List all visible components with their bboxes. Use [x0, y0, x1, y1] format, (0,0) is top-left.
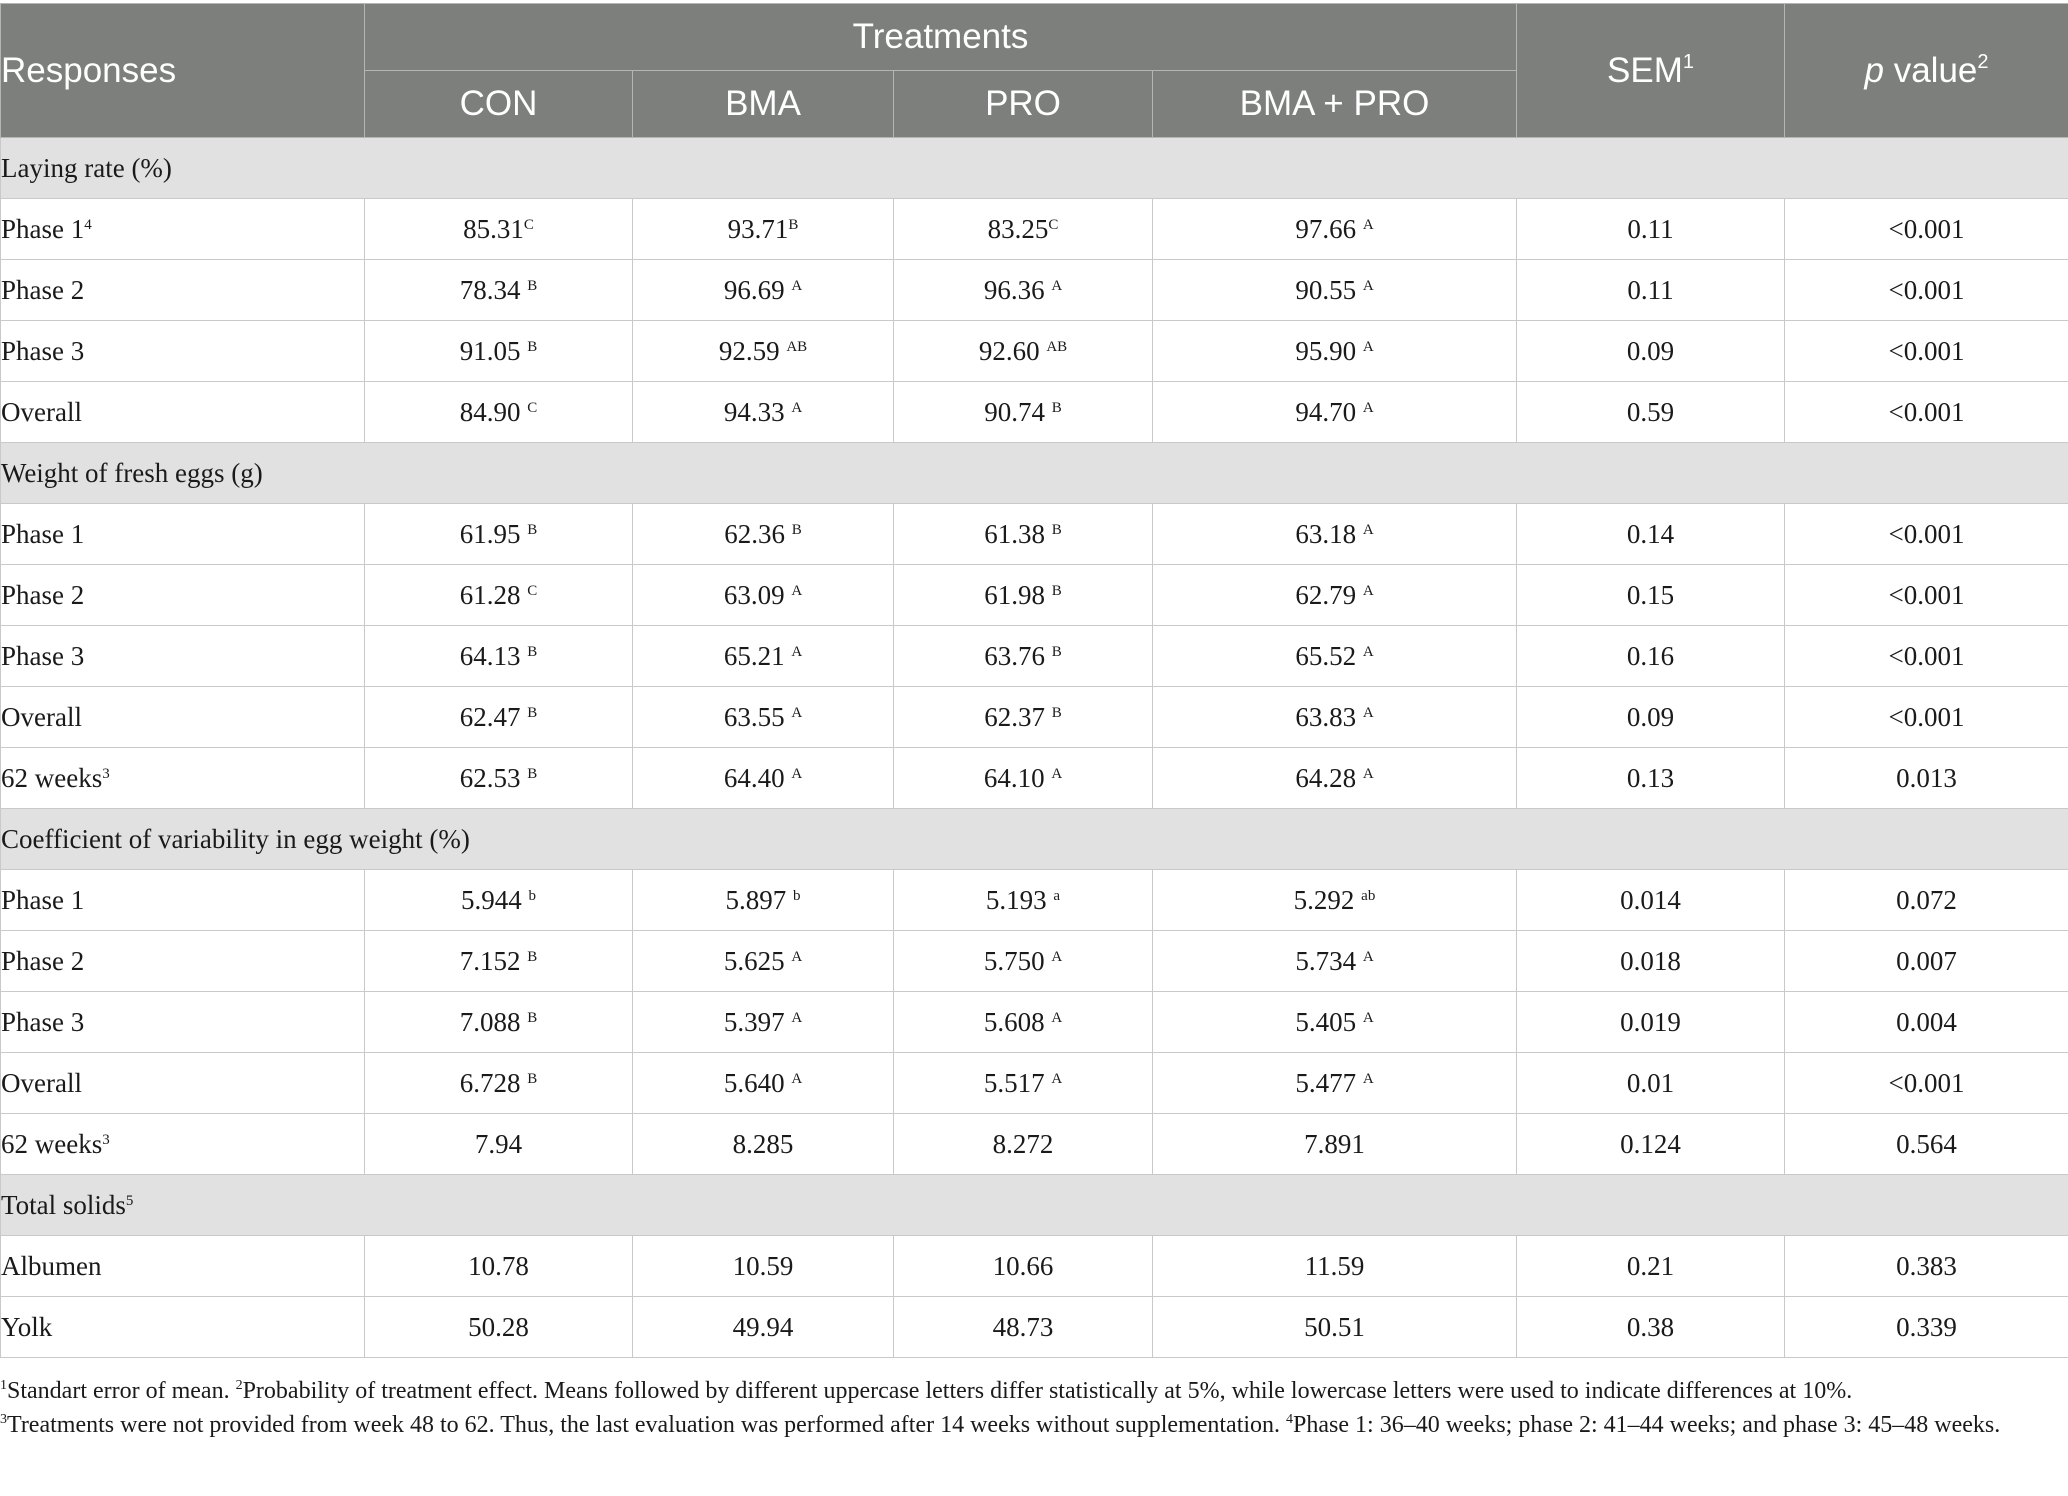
header-responses: Responses: [1, 4, 365, 138]
value-cell: 61.98 $^B$: [894, 565, 1153, 626]
value-cell: 6.728 $^B$: [365, 1053, 633, 1114]
p-value-cell: 0.564: [1785, 1114, 2068, 1175]
value-cell: 64.40 $^A$: [633, 748, 894, 809]
value-cell: 65.52 $^A$: [1153, 626, 1517, 687]
value-cell: 62.47 $^B$: [365, 687, 633, 748]
value-cell: 61.28 $^C$: [365, 565, 633, 626]
value-cell: 5.608 $^A$: [894, 992, 1153, 1053]
header-bma-pro: BMA + PRO: [1153, 71, 1517, 138]
value-cell: 94.70 $^A$: [1153, 382, 1517, 443]
value-cell: 5.405 $^A$: [1153, 992, 1517, 1053]
value-cell: 7.94: [365, 1114, 633, 1175]
row-label: 62 weeks$^3$: [1, 748, 365, 809]
value-cell: 90.74 $^B$: [894, 382, 1153, 443]
value-cell: 90.55 $^A$: [1153, 260, 1517, 321]
value-cell: 92.59 $^{AB}$: [633, 321, 894, 382]
row-label: Yolk: [1, 1297, 365, 1358]
value-cell: 84.90 $^C$: [365, 382, 633, 443]
value-cell: 50.28: [365, 1297, 633, 1358]
table-row: [1, 1297, 2068, 1358]
value-cell: 78.34 $^B$: [365, 260, 633, 321]
section-title: Laying rate (%): [1, 138, 2068, 199]
table-row: [1, 931, 2068, 992]
value-cell: 91.05 $^B$: [365, 321, 633, 382]
row-label: Phase 1: [1, 504, 365, 565]
value-cell: 49.94: [633, 1297, 894, 1358]
value-cell: 96.69 $^A$: [633, 260, 894, 321]
row-label: Phase 3: [1, 626, 365, 687]
value-cell: 63.55 $^A$: [633, 687, 894, 748]
value-cell: 5.193 $^a$: [894, 870, 1153, 931]
table-row: [1, 321, 2068, 382]
section-row: [1, 809, 2068, 870]
value-cell: 10.66: [894, 1236, 1153, 1297]
value-cell: 63.09 $^A$: [633, 565, 894, 626]
p-value-cell: <0.001: [1785, 504, 2068, 565]
value-cell: 64.13 $^B$: [365, 626, 633, 687]
p-value-cell: 0.004: [1785, 992, 2068, 1053]
footnote-line-2: $^3$Treatments were not provided from week 48 to 62. Thus, the last evaluation was performed after 14 weeks without supplementation. $^4$Phase 1: 36–40 weeks; phase 2: 41–44 weeks; and phase 3: 45–48 weeks.: [0, 1412, 2001, 1438]
table-row: [1, 748, 2068, 809]
header-pro: PRO: [894, 71, 1153, 138]
section-row: [1, 1175, 2068, 1236]
p-value-cell: <0.001: [1785, 260, 2068, 321]
value-cell: 5.292 $^{ab}$: [1153, 870, 1517, 931]
row-label: 62 weeks$^3$: [1, 1114, 365, 1175]
sem-cell: 0.14: [1517, 504, 1785, 565]
header-sem: SEM$^1$: [1517, 4, 1785, 138]
value-cell: 5.397 $^A$: [633, 992, 894, 1053]
sem-cell: 0.16: [1517, 626, 1785, 687]
p-value-cell: <0.001: [1785, 565, 2068, 626]
table-row: [1, 504, 2068, 565]
results-table: [0, 3, 2068, 1358]
p-value-cell: <0.001: [1785, 1053, 2068, 1114]
p-value-cell: 0.072: [1785, 870, 2068, 931]
p-value-cell: <0.001: [1785, 687, 2068, 748]
value-cell: 63.18 $^A$: [1153, 504, 1517, 565]
value-cell: 92.60 $^{AB}$: [894, 321, 1153, 382]
p-value-cell: <0.001: [1785, 199, 2068, 260]
table-row: [1, 992, 2068, 1053]
value-cell: 62.36 $^B$: [633, 504, 894, 565]
value-cell: 65.21 $^A$: [633, 626, 894, 687]
value-cell: 64.28 $^A$: [1153, 748, 1517, 809]
sem-cell: 0.15: [1517, 565, 1785, 626]
sem-cell: 0.21: [1517, 1236, 1785, 1297]
value-cell: 10.59: [633, 1236, 894, 1297]
value-cell: 5.477 $^A$: [1153, 1053, 1517, 1114]
footnotes: [0, 1374, 2068, 1442]
p-value-cell: <0.001: [1785, 626, 2068, 687]
row-label: Overall: [1, 382, 365, 443]
section-title: Weight of fresh eggs (g): [1, 443, 2068, 504]
value-cell: $85.31^C$: [365, 199, 633, 260]
row-label: Albumen: [1, 1236, 365, 1297]
footnote-line-1: $^1$Standart error of mean. $^2$Probability of treatment effect. Means followed by different uppercase letters differ statistically at 5%, while lowercase letters were used to indicate differences at 10%.: [0, 1378, 1853, 1404]
value-cell: 97.66 $^A$: [1153, 199, 1517, 260]
value-cell: 63.76 $^B$: [894, 626, 1153, 687]
value-cell: 62.79 $^A$: [1153, 565, 1517, 626]
value-cell: 96.36 $^A$: [894, 260, 1153, 321]
section-title: Total solids$^5$: [1, 1175, 2068, 1236]
table-row: [1, 1236, 2068, 1297]
value-cell: 95.90 $^A$: [1153, 321, 1517, 382]
value-cell: 50.51: [1153, 1297, 1517, 1358]
row-label: Phase $1^4$: [1, 199, 365, 260]
value-cell: $93.71^B$: [633, 199, 894, 260]
table-body: [1, 138, 2068, 1358]
value-cell: 5.625 $^A$: [633, 931, 894, 992]
value-cell: 61.95 $^B$: [365, 504, 633, 565]
value-cell: 94.33 $^A$: [633, 382, 894, 443]
sem-cell: 0.09: [1517, 687, 1785, 748]
table-row: [1, 1114, 2068, 1175]
row-label: Phase 3: [1, 321, 365, 382]
header-con: CON: [365, 71, 633, 138]
value-cell: 7.891: [1153, 1114, 1517, 1175]
sem-cell: 0.01: [1517, 1053, 1785, 1114]
table-row: [1, 260, 2068, 321]
table-row: [1, 382, 2068, 443]
value-cell: $83.25^C$: [894, 199, 1153, 260]
value-cell: 5.734 $^A$: [1153, 931, 1517, 992]
p-value-cell: 0.007: [1785, 931, 2068, 992]
sem-cell: 0.018: [1517, 931, 1785, 992]
sem-cell: 0.124: [1517, 1114, 1785, 1175]
table-row: [1, 565, 2068, 626]
value-cell: 5.750 $^A$: [894, 931, 1153, 992]
value-cell: 5.640 $^A$: [633, 1053, 894, 1114]
table-row: [1, 870, 2068, 931]
sem-cell: 0.11: [1517, 260, 1785, 321]
table-row: [1, 199, 2068, 260]
sem-cell: 0.11: [1517, 199, 1785, 260]
value-cell: 7.152 $^B$: [365, 931, 633, 992]
row-label: Overall: [1, 687, 365, 748]
table-row: [1, 626, 2068, 687]
value-cell: 5.944 $^b$: [365, 870, 633, 931]
p-value-cell: <0.001: [1785, 382, 2068, 443]
p-value-cell: 0.013: [1785, 748, 2068, 809]
sem-cell: 0.38: [1517, 1297, 1785, 1358]
row-label: Phase 3: [1, 992, 365, 1053]
header-p-value: p value$^2$: [1785, 4, 2068, 138]
table-header: [1, 4, 2068, 138]
section-row: [1, 443, 2068, 504]
p-value-cell: <0.001: [1785, 321, 2068, 382]
value-cell: 63.83 $^A$: [1153, 687, 1517, 748]
value-cell: 11.59: [1153, 1236, 1517, 1297]
row-label: Phase 2: [1, 931, 365, 992]
row-label: Phase 2: [1, 260, 365, 321]
value-cell: 48.73: [894, 1297, 1153, 1358]
value-cell: 8.272: [894, 1114, 1153, 1175]
sem-cell: 0.019: [1517, 992, 1785, 1053]
sem-cell: 0.59: [1517, 382, 1785, 443]
value-cell: 10.78: [365, 1236, 633, 1297]
value-cell: 61.38 $^B$: [894, 504, 1153, 565]
table-row: [1, 687, 2068, 748]
value-cell: 62.53 $^B$: [365, 748, 633, 809]
section-title: Coefficient of variability in egg weight (%): [1, 809, 2068, 870]
value-cell: 64.10 $^A$: [894, 748, 1153, 809]
p-value-cell: 0.383: [1785, 1236, 2068, 1297]
header-bma: BMA: [633, 71, 894, 138]
row-label: Overall: [1, 1053, 365, 1114]
row-label: Phase 2: [1, 565, 365, 626]
sem-cell: 0.13: [1517, 748, 1785, 809]
sem-cell: 0.014: [1517, 870, 1785, 931]
value-cell: 62.37 $^B$: [894, 687, 1153, 748]
table-row: [1, 1053, 2068, 1114]
row-label: Phase 1: [1, 870, 365, 931]
section-row: [1, 138, 2068, 199]
p-value-cell: 0.339: [1785, 1297, 2068, 1358]
sem-cell: 0.09: [1517, 321, 1785, 382]
value-cell: 5.517 $^A$: [894, 1053, 1153, 1114]
value-cell: 8.285: [633, 1114, 894, 1175]
value-cell: 5.897 $^b$: [633, 870, 894, 931]
header-treatments: Treatments: [365, 4, 1517, 71]
value-cell: 7.088 $^B$: [365, 992, 633, 1053]
